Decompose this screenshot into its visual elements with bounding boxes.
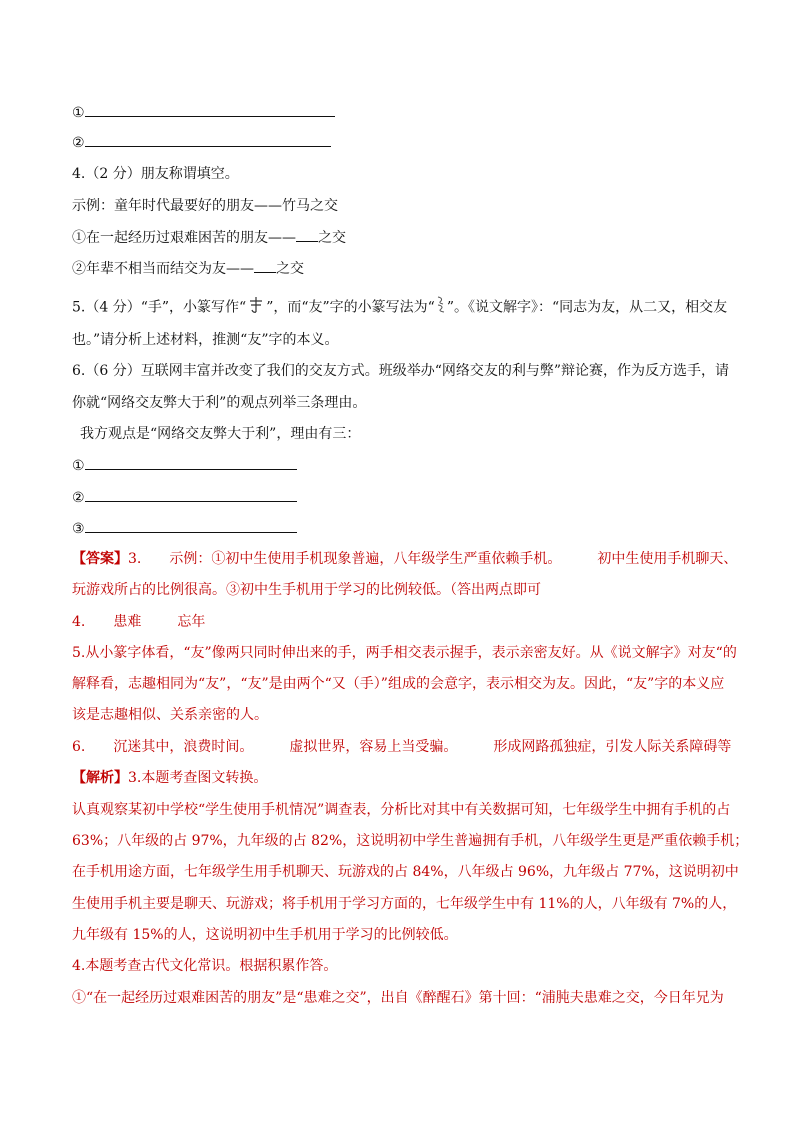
q6-line-1: 6.（6 分）互联网丰富并改变了我们的交友方式。班级举办“网络交友的利与弊”辩论赛，作为反方选手，请	[72, 363, 730, 379]
q6-blank-2[interactable]	[85, 487, 297, 502]
q5-line-2: 也。”请分析上述材料，推测“友”字的本义。	[72, 332, 339, 348]
answer-3-number: 3.	[128, 551, 142, 567]
answer-6-reason-1: 沉迷其中，浪费时间。	[113, 739, 254, 755]
q4-item-1	[72, 227, 724, 248]
q6-answer-line-1[interactable]	[72, 455, 724, 476]
analysis-3-heading: 3.本题考查图文转换。	[128, 770, 268, 786]
q6-blank1-label: ①	[72, 458, 85, 474]
answer-3-part1: 示例：①初中生使用手机现象普遍，八年级学生严重依赖手机。	[169, 551, 562, 567]
q3-blank-2[interactable]	[85, 132, 331, 147]
answer-line-1	[72, 549, 738, 569]
q3-line2-label: ②	[72, 135, 85, 151]
q4-title: 4.（2 分）朋友称谓填空。	[72, 166, 239, 182]
q4-item-2	[72, 258, 724, 279]
answer-5-line-2: 解释看，志趣相同为“友”，“友”是由两个“又（手）”组成的会意字，表示相交为友。因此，“友”字的本义应	[72, 676, 725, 692]
analysis-p4: 生使用手机主要是聊天、玩游戏；将手机用于学习方面的，七年级学生中有 11%的人，八年级有 7%的人，	[72, 896, 737, 912]
answer-6-number: 6.	[72, 739, 86, 755]
q5-part2: ”，而“友”字的小篆写法为“	[266, 299, 435, 316]
answer-5-line-3: 该是志趣相似、关系亲密的人。	[72, 707, 268, 723]
q4-item2-prefix: ②年辈不相当而结交为友——	[72, 261, 254, 277]
answer-5-line-1: 5.从小篆字体看，“友”像两只同时伸出来的手，两手相交表示握手，表示亲密友好。从《说文解字》对友“的	[72, 645, 737, 661]
q6-blank2-label: ②	[72, 490, 85, 506]
q3-line1-label: ①	[72, 105, 85, 121]
analysis-p2: 63%；八年级的占 97%，九年级的占 82%，这说明初中学生普遍拥有手机，八年级学生更是严重依赖手机；	[72, 833, 749, 849]
q6-blank3-label: ③	[72, 521, 85, 537]
q4-item1-suffix: 之交	[318, 230, 346, 246]
analysis-title-3	[72, 768, 724, 788]
q5-part3: ”。《说文解字》：“同志为友，从二又，相交友	[446, 299, 728, 316]
q4-item2-suffix: 之交	[276, 261, 304, 277]
q4-item1-prefix: ①在一起经历过艰难困苦的朋友——	[72, 230, 296, 246]
answer-3-part2: 初中生使用手机聊天、	[597, 551, 738, 567]
answer-6-reason-3: 形成网路孤独症，引发人际关系障碍等	[493, 739, 732, 755]
answer-4-first: 患难	[113, 614, 142, 630]
answer-4-number: 4.	[72, 614, 86, 630]
q4-blank-1[interactable]	[296, 227, 318, 242]
analysis-p3: 在手机用途方面，七年级学生用手机聊天、玩游戏的占 84%，八年级占 96%，九年级占 77%，这说明初中	[72, 864, 739, 880]
q3-blank-1[interactable]	[85, 102, 335, 117]
analysis-p1: 认真观察某初中学校“学生使用手机情况”调查表，分析比对其中有关数据可知，七年级学生中拥有手机的占	[72, 802, 731, 818]
answer-label: 【答案】	[72, 551, 128, 567]
q6-stance: 我方观点是“网络交友弊大于利”，理由有三：	[80, 426, 361, 442]
q6-blank-1[interactable]	[85, 455, 297, 470]
answer-6	[72, 737, 732, 757]
q3-answer-line-1[interactable]	[72, 102, 724, 123]
q6-answer-line-3[interactable]	[72, 518, 724, 539]
analysis-p6: ①“在一起经历过艰难困苦的朋友”是“患难之交”，出自《醉醒石》第十回：“浦肫夫患难之交，今日年兄为	[72, 990, 724, 1006]
q5-part1: 5.（4 分）“手”，小篆写作“	[72, 299, 247, 316]
seal-you-glyph-icon	[435, 295, 447, 320]
analysis-title-4: 4.本题考查古代文化常识。根据积累作答。	[72, 958, 338, 974]
q4-blank-2[interactable]	[254, 258, 276, 273]
q5-line-1	[72, 295, 728, 320]
q6-answer-line-2[interactable]	[72, 487, 724, 508]
analysis-p5: 九年级有 15%的人，这说明初中生手机用于学习的比例较低。	[72, 927, 458, 943]
q6-blank-3[interactable]	[85, 518, 297, 533]
answer-4	[72, 612, 724, 632]
q6-line-2: 你就“网络交友弊大于利”的观点列举三条理由。	[72, 395, 367, 411]
answer-6-reason-2: 虚拟世界，容易上当受骗。	[289, 739, 458, 755]
analysis-label: 【解析】	[72, 770, 128, 786]
q4-example: 示例：童年时代最要好的朋友——竹马之交	[72, 198, 338, 214]
q3-answer-line-2[interactable]	[72, 132, 724, 153]
seal-shou-glyph-icon	[246, 296, 266, 319]
answer-line-2: 玩游戏所占的比例很高。③初中生手机用于学习的比例较低。（答出两点即可	[72, 582, 541, 598]
answer-4-second: 忘年	[177, 614, 206, 630]
